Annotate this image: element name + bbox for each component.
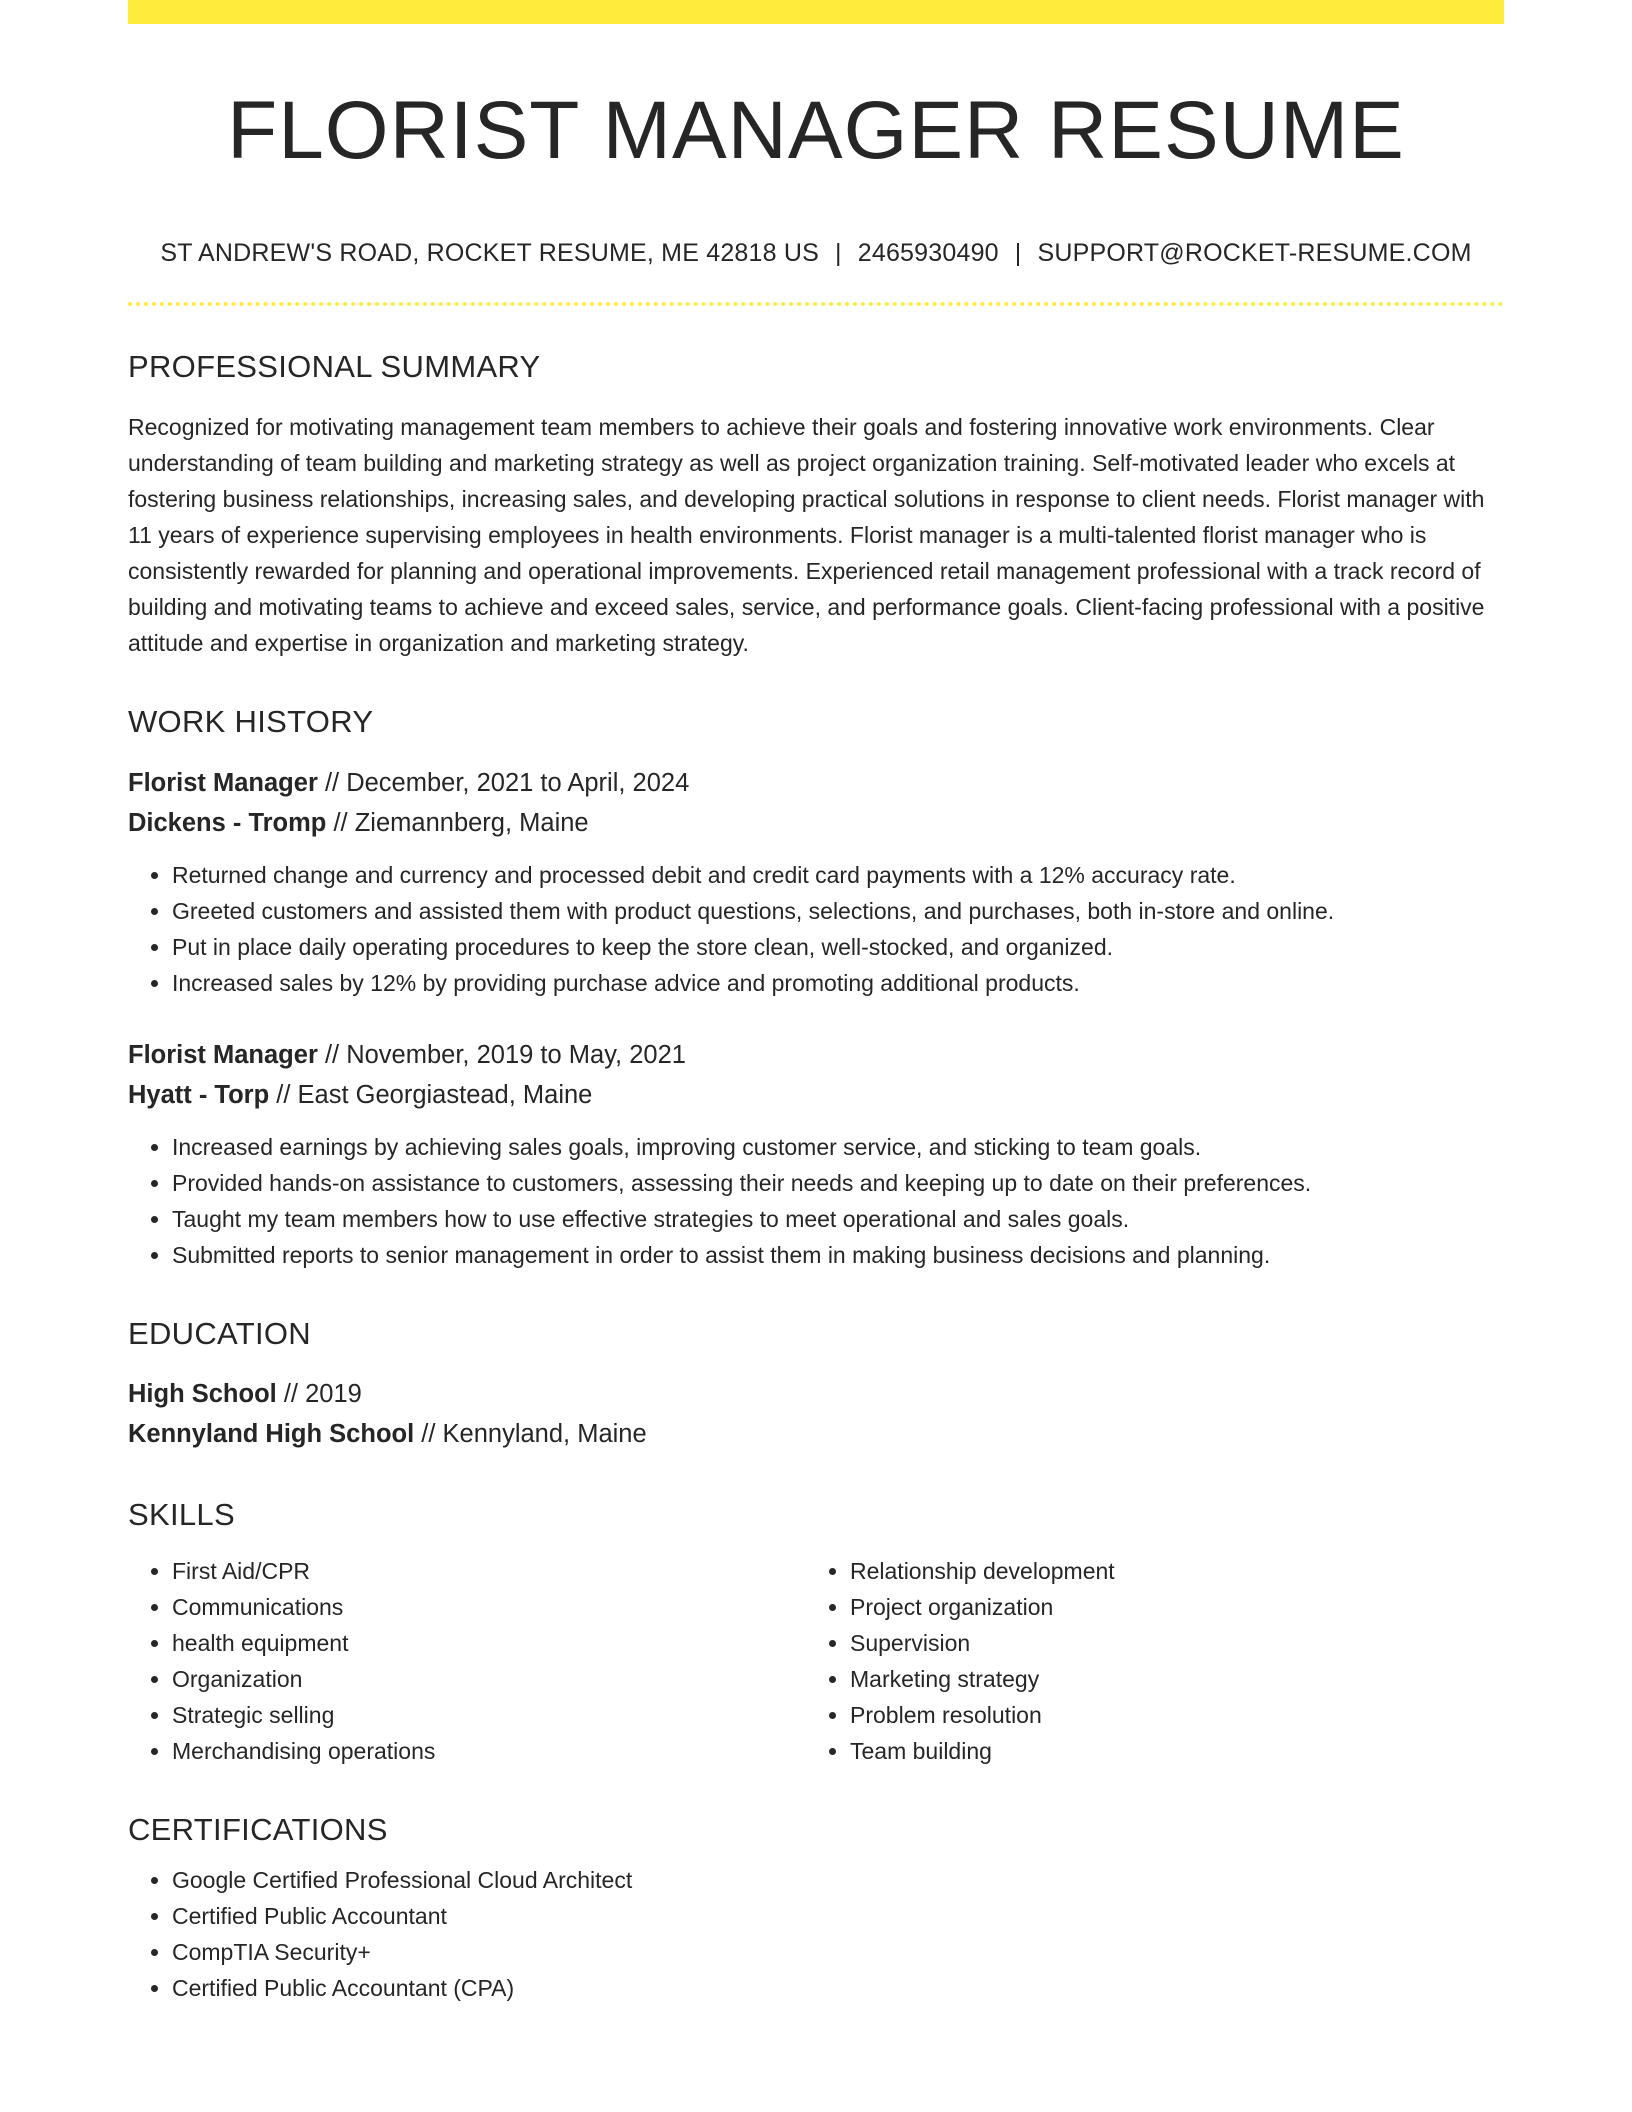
skill-item: • Project organization — [850, 1589, 1484, 1625]
job-title: Florist Manager — [128, 1040, 318, 1069]
education-entry — [128, 1374, 1504, 1454]
job-bullet: • Provided hands-on assistance to customers, assessing their needs and keeping up to date on their preferences. — [172, 1165, 1504, 1201]
skill-item: • Relationship development — [850, 1553, 1484, 1589]
resume-title: FLORIST MANAGER RESUME — [227, 85, 1405, 176]
summary-text: Recognized for motivating management team members to achieve their goals and fostering innovative work environments. Clear understanding of team building and marketing strategy as well as project organization training. Self-motivated leader who excels at fostering business relationships, increasing sales, and developing practical solutions in response to client needs. Florist manager with 11 years of experience supervising employees in health environments. Florist manager is a multi-talented florist manager who is consistently rewarded for planning and operational improvements. Experienced retail management professional with a track record of building and motivating teams to achieve and exceed sales, service, and performance goals. Client-facing professional with a positive attitude and expertise in organization and marketing strategy. — [128, 414, 1485, 657]
job-entry — [128, 763, 1504, 1001]
job-company: Hyatt - Torp — [128, 1080, 270, 1109]
skill-item: • health equipment — [172, 1625, 806, 1661]
skill-item: • Organization — [172, 1661, 806, 1697]
job-bullet: • Greeted customers and assisted them with product questions, selections, and purchases, both in-store and online. — [172, 893, 1504, 929]
top-accent-bar — [128, 0, 1504, 24]
job-entry — [128, 1035, 1504, 1273]
job-bullets — [128, 857, 1504, 1001]
certification-item: • Google Certified Professional Cloud Architect — [172, 1862, 1504, 1898]
job-company-line — [128, 803, 1504, 843]
job-bullet: • Increased earnings by achieving sales goals, improving customer service, and sticking to team goals. — [172, 1129, 1504, 1165]
job-bullets — [128, 1129, 1504, 1273]
job-company-line — [128, 1075, 1504, 1115]
skill-item: • Marketing strategy — [850, 1661, 1484, 1697]
skills-right-list — [806, 1553, 1484, 1769]
dotted-divider — [128, 302, 1504, 306]
skills-left-list — [128, 1553, 806, 1769]
education-heading: EDUCATION — [128, 1315, 311, 1351]
job-bullet: • Increased sales by 12% by providing purchase advice and promoting additional products. — [172, 965, 1504, 1001]
certification-item: • CompTIA Security+ — [172, 1934, 1504, 1970]
work-history-heading: WORK HISTORY — [128, 704, 374, 740]
contact-line — [128, 238, 1504, 268]
certifications-list — [128, 1862, 1504, 2006]
skills-heading: SKILLS — [128, 1496, 235, 1532]
education-year: // 2019 — [276, 1379, 362, 1408]
contact-separator: | — [1014, 239, 1022, 268]
education-degree-line — [128, 1374, 1504, 1414]
education-degree: High School — [128, 1379, 277, 1408]
job-bullet: • Put in place daily operating procedures to keep the store clean, well-stocked, and organized. — [172, 929, 1504, 965]
education-school-line — [128, 1414, 1504, 1454]
job-title: Florist Manager — [128, 768, 318, 797]
contact-address: ST ANDREW'S ROAD, ROCKET RESUME, ME 42818 US — [160, 239, 820, 268]
job-location: // East Georgiastead, Maine — [269, 1080, 593, 1109]
job-title-line — [128, 763, 1504, 803]
certification-item: • Certified Public Accountant — [172, 1898, 1504, 1934]
contact-email: SUPPORT@ROCKET-RESUME.COM — [1037, 239, 1472, 268]
skill-item: • Team building — [850, 1733, 1484, 1769]
education-location: // Kennyland, Maine — [414, 1419, 647, 1448]
certifications-heading: CERTIFICATIONS — [128, 1811, 388, 1847]
job-bullet: • Returned change and currency and processed debit and credit card payments with a 12% accuracy rate. — [172, 857, 1504, 893]
job-bullet: • Taught my team members how to use effective strategies to meet operational and sales goals. — [172, 1201, 1504, 1237]
summary-heading: PROFESSIONAL SUMMARY — [128, 349, 541, 385]
skill-item: • First Aid/CPR — [172, 1553, 806, 1589]
contact-separator: | — [835, 239, 842, 268]
job-bullet: • Submitted reports to senior management in order to assist them in making business decisions and planning. — [172, 1237, 1504, 1273]
skill-item: • Supervision — [850, 1625, 1484, 1661]
job-company: Dickens - Tromp — [128, 808, 327, 837]
job-dates: // December, 2021 to April, 2024 — [317, 768, 690, 797]
skill-item: • Strategic selling — [172, 1697, 806, 1733]
resume-page — [128, 0, 1504, 2006]
contact-phone: 2465930490 — [857, 239, 999, 268]
skill-item: • Merchandising operations — [172, 1733, 806, 1769]
skill-item: • Communications — [172, 1589, 806, 1625]
job-title-line — [128, 1035, 1504, 1075]
skills-columns — [128, 1553, 1504, 1769]
job-dates: // November, 2019 to May, 2021 — [317, 1040, 686, 1069]
education-school: Kennyland High School — [128, 1419, 415, 1448]
certification-item: • Certified Public Accountant (CPA) — [172, 1970, 1504, 2006]
skill-item: • Problem resolution — [850, 1697, 1484, 1733]
job-location: // Ziemannberg, Maine — [326, 808, 589, 837]
